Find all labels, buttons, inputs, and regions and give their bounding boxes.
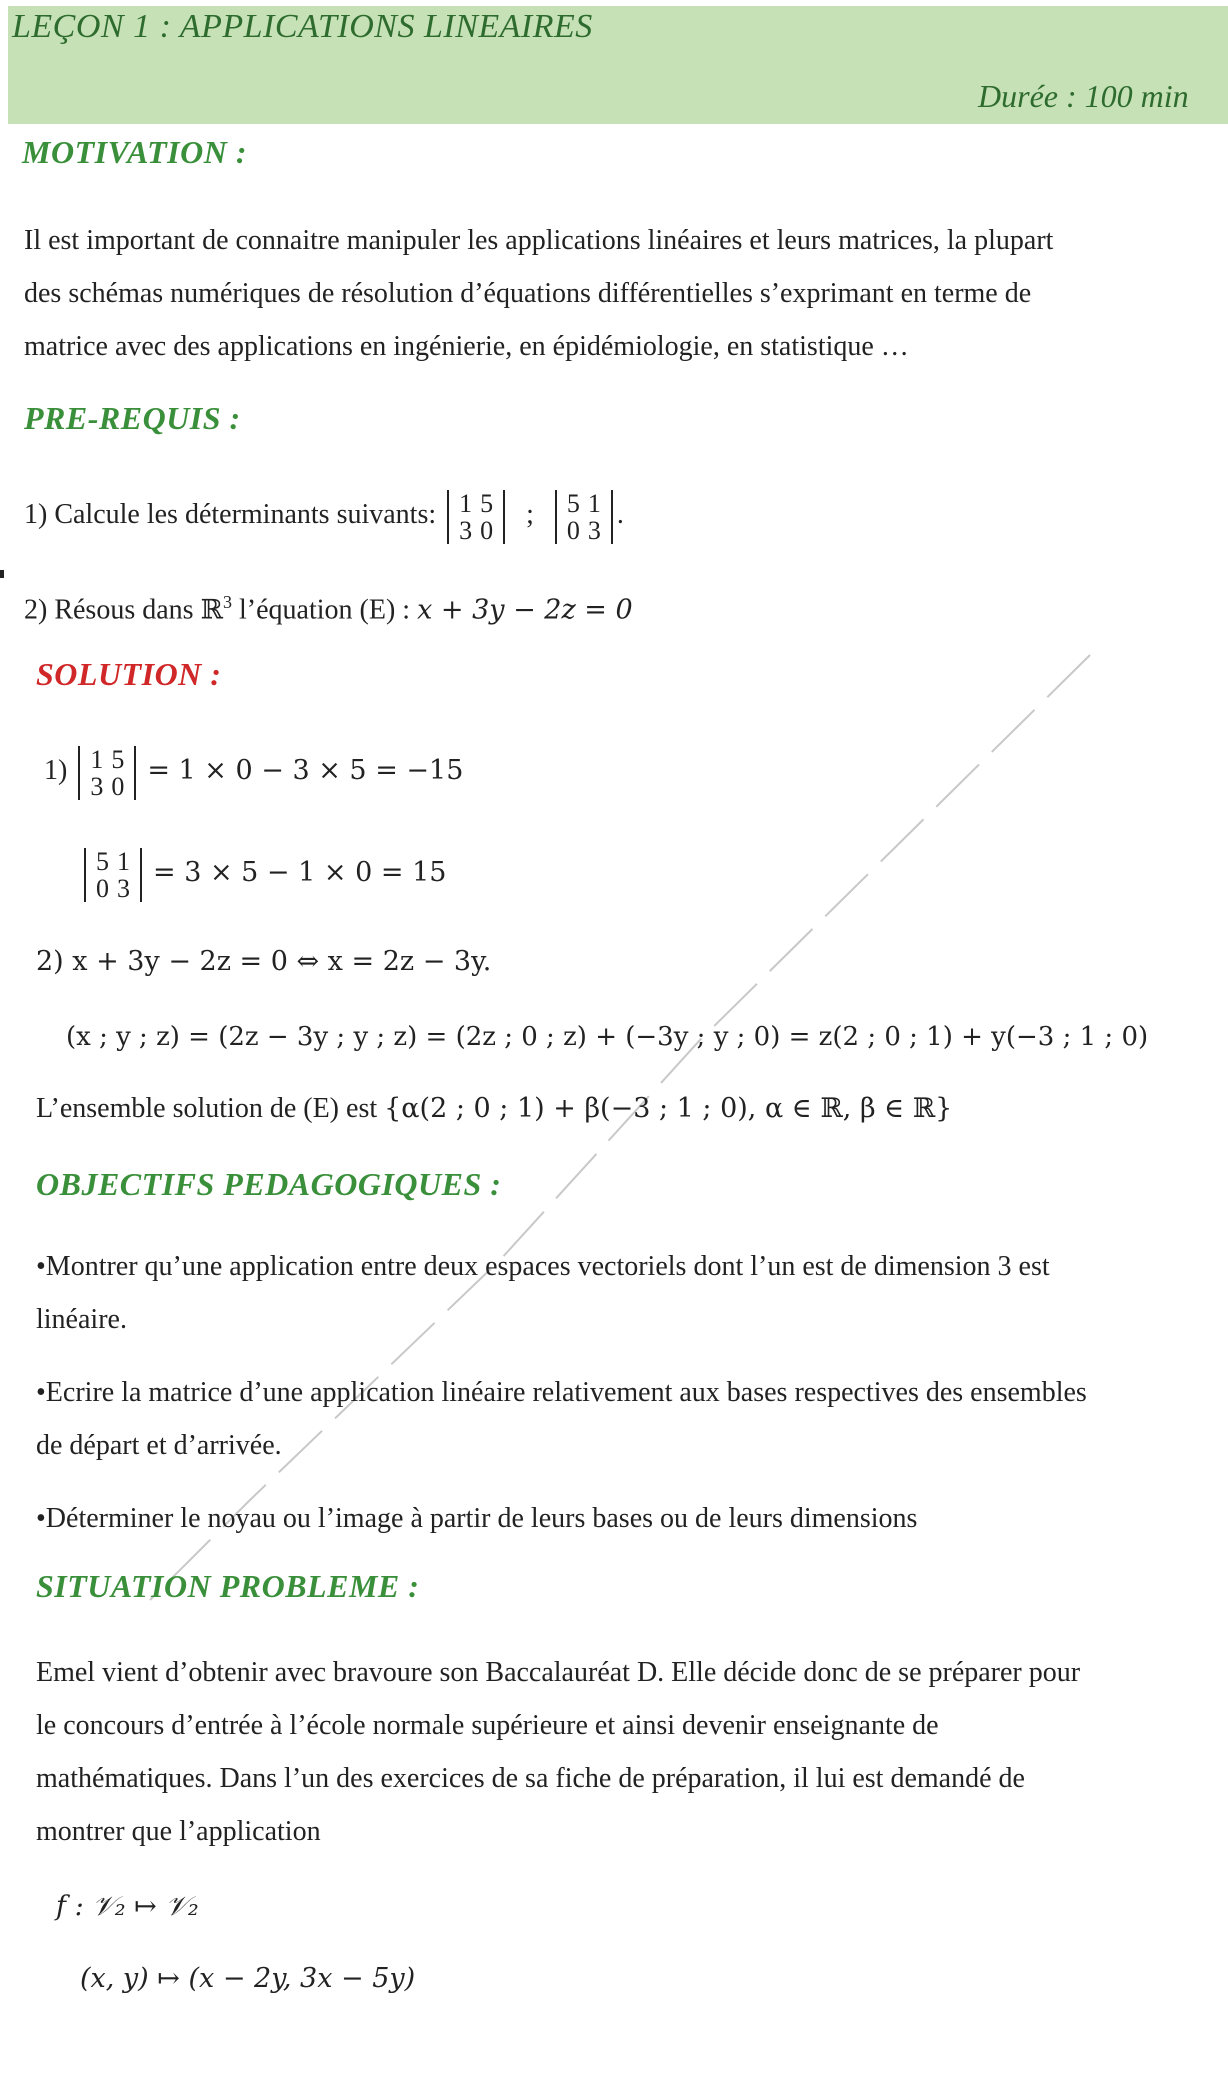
solution-determinant-a: [78, 746, 136, 800]
sol-det-b-cell: 0: [96, 873, 109, 903]
sol-det-b-cell: 3: [117, 873, 130, 903]
det-b-cell: 0: [566, 515, 580, 545]
solution-heading: SOLUTION :: [36, 656, 222, 692]
motivation-line: des schémas numériques de résolution d’équations différentielles s’exprimant en terme de: [24, 278, 1032, 309]
objectifs-heading: OBJECTIFS PEDAGOGIQUES :: [36, 1166, 502, 1202]
sol-det-a-cell: 0: [111, 771, 125, 801]
solution-2-text: 2) x + 3y − 2z = 0 ⇔ x = 2z − 3y.: [36, 946, 492, 977]
question-1-end: .: [616, 499, 624, 530]
situation-line: le concours d’entrée à l’école normale supérieure et ainsi devenir enseignante de: [36, 1710, 939, 1741]
situation-line: montrer que l’application: [36, 1816, 321, 1847]
prerequis-question-2: [24, 576, 633, 636]
objectif-line: de départ et d’arrivée.: [36, 1430, 282, 1461]
map-definition-text: f : 𝒱₂ ↦ 𝒱₂: [56, 1891, 199, 1922]
det-b-cell: 1: [587, 488, 601, 518]
objectif-line: •Montrer qu’une application entre deux espaces vectoriels dont l’un est de dimension 3 est: [36, 1251, 1050, 1282]
map-definition: [56, 1880, 199, 1933]
map-rule-text: (x, y) ↦ (x − 2y, 3x − 5y): [80, 1963, 416, 1994]
det-b-cell: 3: [587, 515, 601, 545]
sol-det-b-cell: 1: [117, 846, 130, 876]
sol-det-b-cell: 5: [96, 846, 109, 876]
situation-line: mathématiques. Dans l’un des exercices de sa fiche de préparation, il lui est demandé de: [36, 1763, 1025, 1794]
lesson-duration: Durée : 100 min: [978, 78, 1189, 114]
solution-1-label: 1): [44, 755, 68, 786]
solution-2-decomposition: [66, 1010, 1148, 1064]
real-set-exponent: 3: [223, 592, 232, 612]
objectif-line: •Déterminer le noyau ou l’image à partir de leurs bases ou de leurs dimensions: [36, 1503, 918, 1534]
solution-determinant-b: [84, 848, 142, 902]
motivation-paragraph: [24, 214, 1053, 373]
determinant-separator: ;: [526, 499, 534, 530]
sol-det-a-cell: 1: [90, 744, 104, 774]
solution-1b-result: = 3 × 5 − 1 × 0 = 15: [153, 857, 447, 888]
solution-1a-result: = 1 × 0 − 3 × 5 = −15: [147, 755, 464, 786]
objectif-item: [36, 1492, 917, 1545]
det-a-cell: 1: [459, 488, 473, 518]
question-2-equation: x + 3y − 2z = 0: [417, 594, 633, 626]
motivation-heading: MOTIVATION :: [22, 134, 247, 170]
objectif-line: •Ecrire la matrice d’une application linéaire relativement aux bases respectives des ensembles: [36, 1377, 1087, 1408]
solution-1a: [44, 744, 463, 800]
solution-1b: [80, 846, 446, 902]
motivation-line: Il est important de connaitre manipuler les applications linéaires et leurs matrices, la plupart: [24, 225, 1054, 256]
map-rule: [80, 1952, 415, 2005]
det-b-cell: 5: [566, 488, 580, 518]
lesson-title: LEÇON 1 : APPLICATIONS LINEAIRES: [12, 8, 593, 45]
situation-heading: SITUATION PROBLEME :: [36, 1568, 420, 1604]
det-a-cell: 0: [480, 515, 494, 545]
solution-set-value: {α(2 ; 0 ; 1) + β(−3 ; 1 ; 0), α ∈ ℝ, β ∈ ℝ}: [384, 1093, 953, 1124]
solution-2-equivalence: [36, 935, 491, 988]
prerequis-heading: PRE-REQUIS :: [24, 400, 241, 436]
det-a-cell: 3: [459, 515, 473, 545]
determinant-a: [447, 490, 505, 544]
objectif-line: linéaire.: [36, 1304, 127, 1335]
real-set-symbol: ℝ: [200, 594, 223, 626]
determinant-b: [555, 490, 613, 544]
situation-paragraph: [36, 1646, 1080, 1858]
solution-2-decomposition-text: (x ; y ; z) = (2z − 3y ; y ; z) = (2z ; 0 ; z) + (−3y ; y ; 0) = z(2 ; 0 ; 1) + y(−3 ; 1 ; 0): [66, 1022, 1149, 1052]
question-1-label: 1) Calcule les déterminants suivants:: [24, 499, 437, 530]
objectif-item: [36, 1240, 1050, 1346]
motivation-line: matrice avec des applications en ingénierie, en épidémiologie, en statistique …: [24, 331, 909, 362]
solution-set-prefix: L’ensemble solution de (E) est: [36, 1093, 385, 1124]
sol-det-a-cell: 3: [90, 771, 104, 801]
question-2-label: 2) Résous dans: [24, 594, 194, 626]
prerequis-question-1: [24, 488, 624, 544]
det-a-cell: 5: [480, 488, 494, 518]
sol-det-a-cell: 5: [111, 744, 125, 774]
margin-mark: [0, 570, 4, 578]
situation-line: Emel vient d’obtenir avec bravoure son Baccalauréat D. Elle décide donc de se préparer pour: [36, 1657, 1081, 1688]
objectif-item: [36, 1366, 1087, 1472]
solution-2-set: [36, 1082, 952, 1135]
question-2-text: l’équation (E) :: [232, 594, 418, 626]
